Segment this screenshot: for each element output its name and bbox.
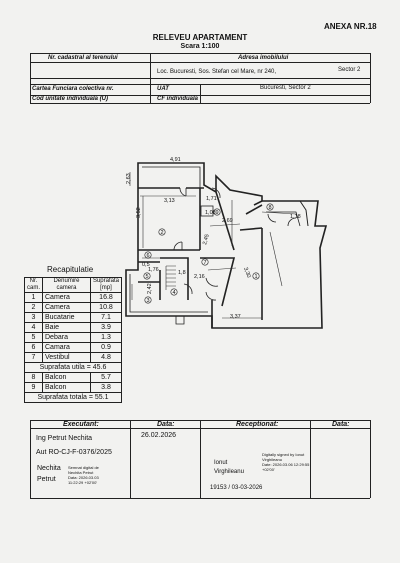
receiver-signature-note: Digitally signed by Ionut Virghileanu Date: 2026.03.06 12:29:55 +02'00' <box>262 452 310 472</box>
room-number: 8 <box>268 205 272 211</box>
room-number: 7 <box>203 260 207 266</box>
dim-label: 2,42 <box>147 283 153 294</box>
document-title: RELEVEU APARTAMENT <box>152 33 248 42</box>
recap-header-nr: Nr. cam. <box>25 278 43 293</box>
room-number: 9 <box>215 210 219 216</box>
document-scale: Scara 1:100 <box>180 43 220 50</box>
executant-label: Executant: <box>63 421 99 428</box>
room-number: 2 <box>160 230 164 236</box>
uat-value: Bucuresti, Sector 2 <box>260 85 311 91</box>
room-number: 3 <box>146 298 150 304</box>
dim-label: 1,76 <box>148 267 159 273</box>
room-number: 1 <box>254 274 258 280</box>
dim-label: 2,45 <box>202 233 211 246</box>
recap-header-name: Denumire camera <box>43 278 91 293</box>
recap-table <box>24 277 122 403</box>
table-row: 1 Camera 16.8 <box>25 293 122 303</box>
dim-label: 1,08 <box>205 210 216 216</box>
annex-label: ANEXA NR.18 <box>324 22 377 31</box>
dim-label: 2,63 <box>126 173 132 184</box>
dim-label: 3,30 <box>242 266 252 279</box>
receptionat-label: Receptionat: <box>236 421 279 428</box>
receiver-last-name: Virghileanu <box>214 469 244 475</box>
table-row: 3 Bucatarie 7.1 <box>25 313 122 323</box>
table-row: 5 Debara 1.3 <box>25 333 122 343</box>
carte-funciara-label: Cartea Funciara colectiva nr. <box>32 86 114 92</box>
dim-label: 1,8 <box>178 270 186 276</box>
recap-grand-total: Suprafata totala = 55.1 <box>25 393 122 403</box>
signature-first-name: Nechita <box>37 465 61 472</box>
address-value: Loc. Bucuresti, Sos. Stefan cel Mare, nr 240, <box>157 69 277 75</box>
registration-number: 19153 / 03-03-2026 <box>210 485 263 491</box>
dim-label: 2,69 <box>222 218 233 224</box>
room-number: 4 <box>172 290 176 296</box>
recap-header-area: Suprafata [mp] <box>90 278 121 293</box>
cadastral-label: Nr. cadastral al terenului <box>48 55 118 61</box>
table-row: 6 Camara 0.9 <box>25 343 122 353</box>
sector-value: Sector 2 <box>338 67 361 73</box>
recap-header-row <box>25 278 122 293</box>
data2-label: Data: <box>332 421 350 428</box>
signature-last-name: Petrut <box>37 476 56 483</box>
receiver-first-name: Ionut <box>214 460 228 466</box>
digital-signature-note: Semnat digital de Nechita Petrut Data: 2026.03.03 11:22:29 +02'00' <box>68 465 99 485</box>
uat-label: UAT <box>157 86 169 92</box>
recap-title: Recapitulatie <box>47 265 94 274</box>
authorization-number: Aut RO-CJ-F-0376/2025 <box>36 449 112 456</box>
dim-label: 3,37 <box>230 314 241 320</box>
dim-label: 2,16 <box>194 274 205 280</box>
address-label: Adresa imobilului <box>238 55 289 61</box>
dim-label: 1,18 <box>290 214 301 220</box>
table-row: 2 Camera 10.8 <box>25 303 122 313</box>
dim-label: 4,91 <box>170 157 181 163</box>
table-row: 4 Baie 3.9 <box>25 323 122 333</box>
room-number: 6 <box>146 253 150 259</box>
dim-label: 1,71 <box>206 196 217 202</box>
dim-label: 3,52 <box>136 207 142 218</box>
dim-label: 0,5 <box>142 262 150 268</box>
date-value: 26.02.2026 <box>141 432 177 439</box>
table-row: 9 Balcon 3.8 <box>25 383 122 393</box>
cf-individuala-label: CF individuala <box>157 96 199 102</box>
data-label: Data: <box>157 421 175 428</box>
dim-label: 3,13 <box>164 198 175 204</box>
executant-name: Ing Petrut Nechita <box>36 435 93 442</box>
cod-unitate-label: Cod unitate individuala (U) <box>32 96 108 102</box>
table-row: 7 Vestibul 4.8 <box>25 353 122 363</box>
table-row: 8 Balcon 5.7 <box>25 373 122 383</box>
recap-useful-total: Suprafata utila = 45.6 <box>25 363 122 373</box>
room-number: 5 <box>145 274 149 280</box>
